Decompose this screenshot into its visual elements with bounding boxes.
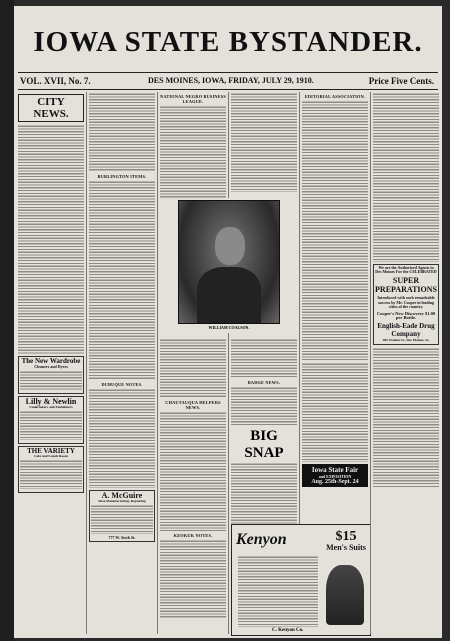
wardrobe-ad xyxy=(18,356,84,394)
badge-news-text xyxy=(231,386,297,426)
suits-label: Men's Suits xyxy=(326,543,366,553)
column-3-lower-text xyxy=(160,338,226,398)
big-snap-heading: BIG SNAP xyxy=(244,428,284,461)
burlington-text xyxy=(89,180,155,380)
column-6 xyxy=(373,92,439,634)
mcguire-address: 777 W. Sixth St. xyxy=(108,535,136,541)
volume-number: VOL. XVII, No. 7. xyxy=(20,76,91,86)
variety-ad xyxy=(18,446,84,493)
portrait-caption: WILLIAM COALSON. xyxy=(208,325,250,330)
suits-price: $15 xyxy=(335,529,357,544)
state-fair-subtitle: and EXPOSITION xyxy=(318,474,352,479)
column-4-top-text xyxy=(231,92,297,192)
drug-company-address: 406 Walnut St., Des Moines, Ia. xyxy=(382,337,430,342)
dubuque-text xyxy=(89,388,155,488)
column-3-lower xyxy=(160,338,226,634)
column-rule xyxy=(157,92,158,634)
column-2 xyxy=(89,92,155,634)
super-preparations-ad xyxy=(373,264,439,345)
editorial-association-text xyxy=(302,100,368,360)
city-news-heading: CITY NEWS. xyxy=(18,94,84,122)
newspaper-page xyxy=(14,6,442,638)
place-and-date: DES MOINES, IOWA, FRIDAY, JULY 29, 1910. xyxy=(148,76,314,85)
wardrobe-ad-text xyxy=(20,370,82,390)
lilly-newlin-ad xyxy=(18,396,84,444)
column-5-mid-text xyxy=(302,362,368,462)
kenyon-company: C. Kenyon Co. xyxy=(272,628,304,633)
page-margin-edge xyxy=(0,0,14,641)
mcguire-ad xyxy=(89,490,155,542)
business-league-text xyxy=(160,105,226,205)
masthead-rule-bottom xyxy=(18,89,438,90)
dubuque-heading: DUBUQUE NOTES. xyxy=(101,382,143,387)
masthead-title: IOWA STATE BYSTANDER. xyxy=(33,26,423,58)
chautauqua-text xyxy=(160,411,226,531)
state-fair-ad xyxy=(302,464,368,487)
variety-subtitle: Cafe and Lunch Room xyxy=(34,453,68,458)
business-league-heading: NATIONAL NEGRO BUSINESS LEAGUE. xyxy=(160,94,226,104)
lilly-newlin-title: Lilly & Newlin xyxy=(25,396,77,406)
state-fair-title: Iowa State Fair xyxy=(311,466,359,474)
super-ad-intro: We are the Authorized Agents in Des Moines For the CELEBRATED xyxy=(375,265,437,275)
editorial-association-heading: EDITORIAL ASSOCIATION. xyxy=(304,94,366,99)
super-ad-price: Cooper's New Discovery $1.00 per Bottle. xyxy=(376,310,436,321)
variety-title: THE VARIETY xyxy=(27,446,75,455)
wardrobe-ad-title: The New Wardrobe xyxy=(21,357,81,365)
column-rule xyxy=(370,92,371,634)
chautauqua-heading: CHAUTAUQUA HELPERS NEWS. xyxy=(165,400,221,410)
keokuk-heading: KEOKUK NOTES. xyxy=(173,533,213,538)
column-5 xyxy=(302,92,368,634)
burlington-heading: BURLINGTON ITEMS. xyxy=(97,174,147,179)
badge-news-heading: BADGE NEWS. xyxy=(247,380,281,385)
mcguire-name: A. McGuire xyxy=(101,491,143,500)
lilly-newlin-subtitle: Undertakers and Embalmers xyxy=(29,404,73,409)
column-rule xyxy=(86,92,87,634)
mcguire-subtitle: Shoe Manufacturing, Repairing xyxy=(98,499,146,504)
dateline xyxy=(18,76,438,88)
super-ad-text: Introduced with such remarkable success by Mr. Cooper in leading cities of the country. xyxy=(377,295,435,310)
column-rule xyxy=(228,92,229,634)
column-6-top-text xyxy=(373,92,439,262)
lilly-newlin-text xyxy=(20,410,82,440)
column-2-top-text xyxy=(89,92,155,172)
state-fair-dates: Aug. 25th-Sept. 24 xyxy=(311,479,359,485)
price: Price Five Cents. xyxy=(368,76,434,86)
variety-text xyxy=(20,459,82,489)
masthead-rule-top xyxy=(18,72,438,73)
mcguire-text xyxy=(91,504,153,534)
column-1 xyxy=(18,92,84,634)
kenyon-logo: Kenyon xyxy=(236,531,287,548)
super-ad-title: SUPER PREPARATIONS xyxy=(375,275,437,294)
city-news-text xyxy=(18,124,84,354)
drug-company-name: English-Eade Drug Company xyxy=(377,322,435,339)
keokuk-text xyxy=(160,539,226,619)
wardrobe-ad-subtitle: Cleaners and Dyers xyxy=(34,364,68,370)
column-4-lower-text xyxy=(231,338,297,378)
column-6-bottom-text xyxy=(373,347,439,487)
